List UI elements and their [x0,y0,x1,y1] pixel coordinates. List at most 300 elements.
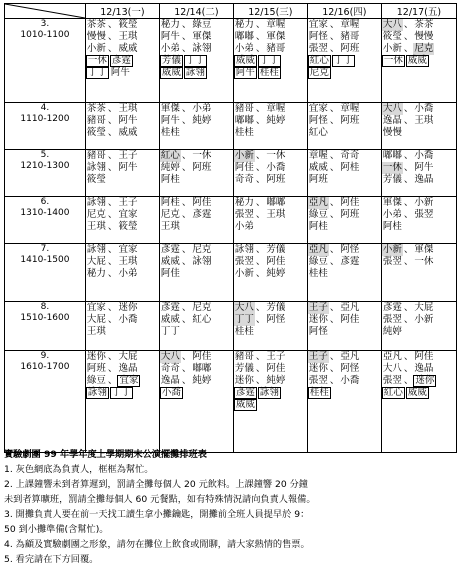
staff-name: 詠翎 [192,256,212,267]
staff-name: 綠豆 [192,19,212,30]
staff-name: 嘟嘟 [234,115,254,126]
note-line: 3. 開攤負責人要在前一天找工讀生拿小攤鑰匙，開攤前全班人員提早於 9： [4,509,310,520]
shift-line [382,55,456,67]
staff-name: 詠翎 [234,244,254,255]
staff-name: 小弟 [234,221,254,232]
shift-cell [85,351,159,453]
shift-cell [159,19,233,103]
shift-cell [233,19,307,103]
shift-line: 綠豆 、彥霆 [308,256,360,267]
shift-line: 彥霆 、大屁 [382,302,434,313]
staff-name: 阿佳 [192,197,212,208]
shift-line: 大八 、阿佳 [160,351,212,362]
shift-cell [85,302,159,351]
staff-name: 慢慢 [414,31,434,42]
staff-name: 奇奇 [160,363,180,374]
shift-line: 阿牛 、軍傑 [160,31,212,42]
lead-name: 小新 [382,244,402,255]
staff-name: 彥霆 [160,302,180,313]
staff-name: 阿佳 [160,268,180,279]
shift-line: 王琪 、筱瑩 [86,221,138,232]
helper-name: 丁丁 [87,67,107,78]
helper-name: 桂桂 [259,67,279,78]
helper-name: 彥霆 [235,387,255,398]
staff-name: 綠豆 [308,256,328,267]
staff-name: 阿佳 [234,162,254,173]
staff-name: 軍傑 [382,197,402,208]
shift-line [308,387,381,399]
shift-line [234,67,307,79]
staff-name: 章喔 [308,150,328,161]
shift-line [160,174,233,186]
helper-name: 桂桂 [309,387,329,398]
shift-cell [85,197,159,244]
shift-line: 小弟 、詠翎 [160,43,212,54]
shift-line: 大屁 、王琪 [86,256,138,267]
staff-name: 秘力 [234,197,254,208]
shift-cell [381,103,456,150]
helper-name: 威威 [407,55,427,66]
staff-name: 小弟 [382,209,402,220]
staff-name: 紅心 [192,314,212,325]
staff-name: 王子 [118,197,138,208]
helper-name: 詠翎 [259,387,279,398]
shift-cell [307,302,381,351]
shift-line: 大八 、逸晶 [382,363,434,374]
staff-name: 軍傑 [266,31,286,42]
staff-name: 純婷 [266,375,286,386]
staff-name: 綠豆 [86,375,106,386]
staff-name: 芳儀 [266,302,286,313]
header-row [5,4,457,19]
helper-name: 威威 [407,387,427,398]
staff-name: 張翌 [234,209,254,220]
slot-time: 1510-1600 [20,313,70,323]
shift-cell [233,150,307,197]
staff-name: 大屁 [86,314,106,325]
time-slot-cell [5,351,86,453]
shift-cell [159,351,233,453]
staff-name: 軍傑 [160,103,180,114]
shift-line: 迷你 、大屁 [86,351,138,362]
schedule-row [5,103,457,150]
staff-name: 亞凡 [340,302,360,313]
helper-name: 威威 [235,55,255,66]
staff-name: 阿桂 [160,174,180,185]
shift-line: 筱瑩 、威威 [86,127,138,138]
shift-line: 綠豆 、阿班 [308,209,360,220]
staff-name: 威威 [118,43,138,54]
staff-name: 豬哥 [234,351,254,362]
staff-name: 純婷 [382,326,402,337]
shift-cell [381,19,456,103]
slot-number: 7. [40,244,50,254]
lead-name: 紅心 [160,150,180,161]
staff-name: 小弟 [234,43,254,54]
helper-name: 威威 [161,67,181,78]
staff-name: 秘力 [160,19,180,30]
staff-name: 章喔 [266,103,286,114]
staff-name: 芳儀 [266,244,286,255]
staff-name: 軍傑 [192,31,212,42]
helper-name: 一休 [383,55,403,66]
shift-line: 綠豆 、 宜家 [86,375,139,386]
staff-name: 小弟 [192,103,212,114]
staff-name: 芳儀 [234,363,254,374]
staff-name: 阿班 [340,209,360,220]
slot-number: 6. [40,197,50,207]
shift-line: 秘力 、綠豆 [160,19,212,30]
staff-name: 張翌 [414,209,434,220]
lead-name: 大八 [382,103,402,114]
shift-line: 尼克 、彥霆 [160,209,212,220]
shift-line: 大八 、茶茶 [382,19,434,30]
staff-name: 小弟 [160,43,180,54]
notes-section [4,447,456,567]
shift-line: 大屁 、小喬 [86,314,138,325]
staff-name: 威威 [118,127,138,138]
staff-name: 茶茶 [414,19,434,30]
staff-name: 張翌 [382,256,402,267]
staff-name: 逸晶 [382,115,402,126]
shift-line: 迷你 、純婷 [234,375,286,386]
shift-line: 迷你 、阿怪 [308,363,360,374]
time-slot-cell [5,197,86,244]
staff-name: 迷你 [234,375,254,386]
staff-name: 章喔 [340,103,360,114]
staff-name: 大屁 [118,351,138,362]
staff-name: 小喬 [266,162,286,173]
shift-line: 軍傑 、小新 [382,197,434,208]
staff-name: 嘟嘟 [266,197,286,208]
shift-cell [307,244,381,302]
shift-cell [307,19,381,103]
shift-line: 詠翎 、宜家 [86,244,138,255]
helper-name: 詠翎 [185,67,205,78]
shift-cell [159,103,233,150]
staff-name: 王琪 [118,256,138,267]
staff-name: 桂桂 [234,326,254,337]
staff-name: 王子 [266,351,286,362]
slot-time: 1610-1700 [20,362,70,372]
shift-line: 威威 、阿桂 [308,162,360,173]
shift-line [308,127,381,139]
staff-name: 詠翎 [86,162,106,173]
shift-line [234,387,307,399]
shift-line: 軍傑 、小弟 [160,103,212,114]
shift-line [382,387,456,399]
staff-name: 章喔 [340,19,360,30]
shift-line: 亞凡 、阿怪 [308,244,360,255]
shift-line [234,127,307,139]
shift-line: 亞凡 、阿佳 [382,351,434,362]
staff-name: 小新 [382,43,402,54]
staff-name: 一休 [414,256,434,267]
staff-name: 詠翎 [86,244,106,255]
staff-name: 阿班 [340,43,360,54]
note-line: 4. 為顧及實驗劇團之形象，請勿在攤位上飲食或閒聊，請大家熱情的售票。 [4,539,310,550]
shift-line [234,221,307,233]
staff-name: 迷你 [308,363,328,374]
shift-line: 阿班 、逸晶 [86,363,138,374]
staff-name: 小新 [86,43,106,54]
staff-name: 阿佳 [266,256,286,267]
shift-line [160,67,233,79]
shift-line: 紅心 、一休 [160,150,212,161]
staff-name: 尼克 [86,209,106,220]
shift-line: 王子 、亞凡 [308,302,360,313]
staff-name: 純婷 [160,162,180,173]
helper-name: 丁丁 [111,387,131,398]
shift-line: 宜家 、迷你 [86,302,138,313]
shift-line: 純婷 、阿班 [160,162,212,173]
shift-line: 張翌 、一休 [382,256,434,267]
helper-name: 丁丁 [185,55,205,66]
staff-name: 尼克 [160,209,180,220]
staff-name: 小喬 [414,103,434,114]
shift-line: 茶茶 、王琪 [86,103,138,114]
staff-name: 小新 [234,268,254,279]
staff-name: 小喬 [118,314,138,325]
staff-name: 豬哥 [234,103,254,114]
schedule-row [5,351,457,453]
time-slot-cell [5,150,86,197]
note-line: 50 到小攤準備(含幫忙)。 [4,524,109,535]
shift-line: 豬哥 、王子 [86,150,138,161]
shift-cell [159,197,233,244]
lead-name: 一休 [382,162,402,173]
staff-name: 宜家 [118,244,138,255]
staff-name: 純婷 [266,115,286,126]
staff-name: 阿佳 [340,314,360,325]
staff-name: 阿班 [86,363,106,374]
staff-name: 章喔 [266,19,286,30]
lead-name: 大八 [160,351,180,362]
shift-line [308,268,381,280]
staff-name: 王琪 [86,221,106,232]
staff-name: 純婷 [192,115,212,126]
shift-cell [233,103,307,150]
staff-name: 軍傑 [414,244,434,255]
lead-name: 王子 [308,302,328,313]
staff-name: 彥霆 [192,209,212,220]
shift-line [382,326,456,338]
staff-name: 阿牛 [160,115,180,126]
staff-name: 桂桂 [234,127,254,138]
time-slot-cell [5,302,86,351]
helper-name: 詠翎 [87,387,107,398]
shift-line: 嘟嘟 、小喬 [382,150,434,161]
day-header: 12/15(三) [233,4,307,19]
slot-number: 8. [40,302,50,312]
helper-name: 丁丁 [333,55,353,66]
shift-line: 芳儀 、逸晶 [382,174,434,185]
shift-cell [233,197,307,244]
shift-line: 章喔 、奇奇 [308,150,360,161]
lead-name: 丁丁 [234,314,254,325]
staff-name: 阿牛 [414,162,434,173]
shift-line: 張翌 、小喬 [308,375,360,386]
staff-name: 王琪 [160,221,180,232]
slot-number: 3. [40,19,50,29]
lead-name: 尼克 [414,43,434,54]
staff-name: 阿班 [192,162,212,173]
staff-name: 筱瑩 [382,31,402,42]
staff-name: 王琪 [86,326,106,337]
shift-line: 小新 、純婷 [234,268,286,279]
shift-line: 小弟 、張翌 [382,209,434,220]
staff-name: 阿班 [340,115,360,126]
helper-name: 阿牛 [235,67,255,78]
shift-line: 茶茶 、筱瑩 [86,19,138,30]
staff-name: 阿佳 [414,351,434,362]
shift-line [86,326,159,338]
shift-line [160,221,233,233]
shift-line [234,55,307,67]
staff-name: 嘟嘟 [234,31,254,42]
shift-line: 詠翎 、芳儀 [234,244,286,255]
helper-name: 迷你 [415,375,435,386]
shift-line: 威威 、紅心 [160,314,212,325]
shift-line: 詠翎 、阿牛 [86,162,138,173]
lead-name: 亞凡 [308,244,328,255]
shift-line: 尼克 、宜家 [86,209,138,220]
note-line: 1. 灰色網底為負責人，框框為幫忙。 [4,464,154,475]
helper-name: 彥霆 [111,55,131,66]
slot-number: 9. [40,351,50,361]
staff-name: 阿怪 [308,326,328,337]
staff-name: 彥霆 [382,302,402,313]
staff-name: 豬哥 [86,150,106,161]
shift-line: 小新 、尼克 [382,43,434,54]
staff-name: 筱瑩 [86,127,106,138]
staff-name: 大屁 [86,256,106,267]
helper-name: 一休 [87,55,107,66]
staff-name: 一休 [266,150,286,161]
staff-name: 筱瑩 [118,19,138,30]
shift-line: 阿佳 、小喬 [234,162,286,173]
staff-name: 逸晶 [160,375,180,386]
shift-cell [233,302,307,351]
staff-name: 茶茶 [86,19,106,30]
staff-name: 張翌 [234,256,254,267]
staff-name: 張翌 [308,43,328,54]
shift-line [160,55,233,67]
staff-name: 阿牛 [118,115,138,126]
shift-line: 丁丁 、阿怪 [234,314,286,325]
staff-name: 阿怪 [308,31,328,42]
staff-name: 阿桂 [382,221,402,232]
staff-name: 大八 [382,363,402,374]
slot-time: 1410-1500 [20,255,70,265]
lead-name: 大八 [382,19,402,30]
staff-name: 秘力 [234,19,254,30]
note-line: 2. 上課鐘響未到者算遲到，罰請全攤每個人 20 元飲料。上課鐘響 20 分鐘 [4,479,308,490]
shift-cell [159,244,233,302]
shift-line: 嘟嘟 、軍傑 [234,31,286,42]
staff-name: 尼克 [192,244,212,255]
shift-cell [307,351,381,453]
slot-number: 4. [40,103,50,113]
staff-name: 一休 [192,150,212,161]
shift-cell [381,197,456,244]
staff-name: 亞凡 [382,351,402,362]
helper-name: 芳儀 [161,55,181,66]
staff-name: 阿桂 [340,162,360,173]
diagonal-divider [5,4,85,18]
staff-name: 茶茶 [86,103,106,114]
shift-cell [307,103,381,150]
staff-name: 芳儀 [382,174,402,185]
staff-name: 宜家 [86,302,106,313]
shift-line: 大八 、芳儀 [234,302,286,313]
staff-name: 阿佳 [192,351,212,362]
staff-name: 威威 [160,314,180,325]
day-header: 12/16(四) [307,4,381,19]
shift-line: 筱瑩 、慢慢 [382,31,434,42]
staff-name: 逸晶 [414,174,434,185]
staff-name: 奇奇 [234,174,254,185]
shift-line: 宜家 、章喔 [308,103,360,114]
note-line: 未到者算曠班，罰請全攤每個人 60 元餐點，如有特殊情況請向負責人報備。 [4,494,316,505]
shift-line: 大八 、小喬 [382,103,434,114]
staff-name: 張翌 [382,314,402,325]
shift-line [160,387,233,399]
staff-name: 豬哥 [266,43,286,54]
staff-name: 張翌 [382,375,402,386]
slot-time: 1210-1300 [20,161,70,171]
staff-name: 阿桂 [308,221,328,232]
schedule-row [5,302,457,351]
schedule-row [5,197,457,244]
staff-name: 威威 [160,256,180,267]
staff-name: 慢慢 [382,127,402,138]
shift-line: 阿桂 、阿佳 [160,197,212,208]
staff-name: 逸晶 [118,363,138,374]
shift-cell [381,302,456,351]
staff-name: 純婷 [192,375,212,386]
shift-cell [85,103,159,150]
schedule-row [5,19,457,103]
staff-name: 迷你 [118,302,138,313]
shift-line [308,221,381,233]
staff-name: 尼克 [192,302,212,313]
staff-name: 大屁 [414,302,434,313]
staff-name: 小弟 [118,268,138,279]
shift-line: 嘟嘟 、純婷 [234,115,286,126]
shift-cell [85,150,159,197]
helper-name: 威威 [235,399,255,410]
staff-name: 迷你 [308,314,328,325]
schedule-row [5,244,457,302]
shift-line: 彥霆 、尼克 [160,302,212,313]
shift-line [86,55,159,67]
shift-line [86,387,159,399]
shift-line: 慢慢 、王琪 [86,31,138,42]
staff-name: 詠翎 [86,197,106,208]
staff-name: 筱瑩 [86,174,106,185]
lead-name: 亞凡 [308,197,328,208]
slot-number: 5. [40,150,50,160]
shift-line [234,326,307,338]
staff-name: 阿班 [266,174,286,185]
staff-name: 嘟嘟 [382,150,402,161]
day-header: 12/13(一) [85,4,159,19]
shift-cell [233,351,307,453]
helper-name: 丁丁 [259,55,279,66]
shift-line: 阿牛 、純婷 [160,115,212,126]
lead-name: 王子 [308,351,328,362]
